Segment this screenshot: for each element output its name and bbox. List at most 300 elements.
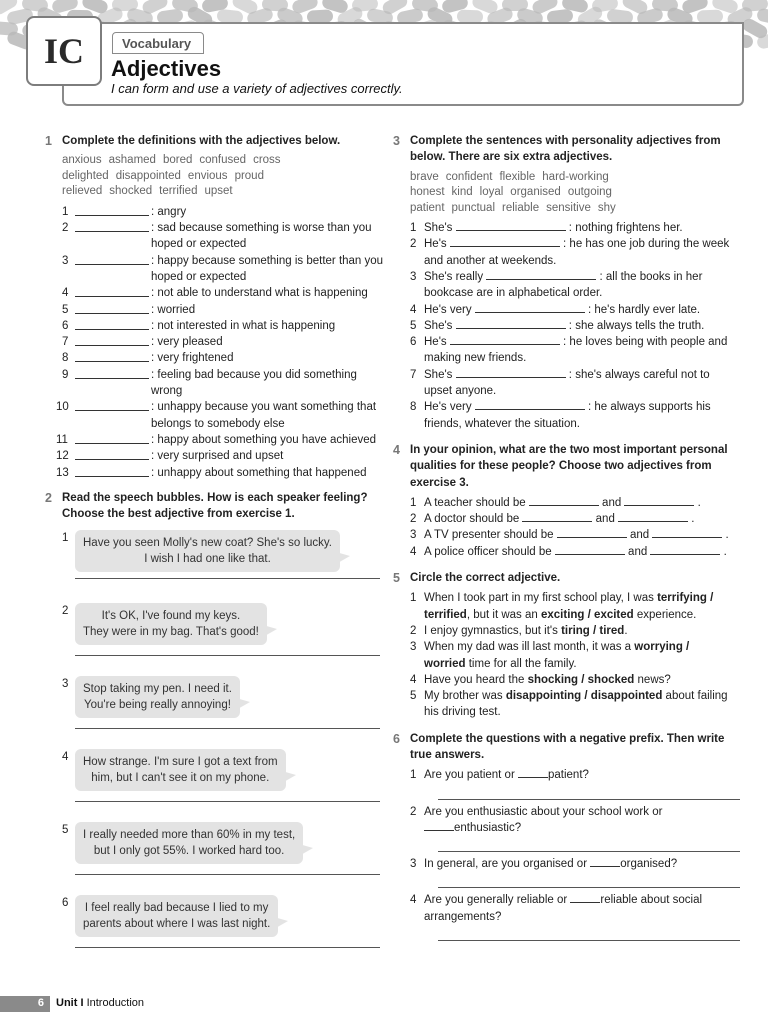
answer-blank[interactable] [75,367,149,379]
item-number: 8 [62,352,69,365]
sentence-start: She's [424,319,456,332]
sentence-start: She's [424,222,456,235]
answer-blank[interactable] [475,399,585,410]
sentence-text [424,318,733,334]
left-column [45,133,385,964]
sentence-text-part: My brother was [424,690,506,703]
adjective-choice[interactable]: terrifying [657,592,707,605]
exercise-instruction: Complete the sentences with personality adjectives from below. There are six extra adjectives. [410,135,721,164]
question-text [424,767,733,783]
question-text [424,892,733,925]
sentence-item [410,590,733,623]
word-bank-word: organised [510,186,561,199]
and-word: and [626,529,653,542]
answer-line[interactable] [438,925,740,941]
definition-item [45,204,385,220]
word-bank-word: honest [410,186,445,199]
item-number: 6 [410,336,417,349]
sentence-continuation: friends, whatever the situation. [424,417,580,430]
definition-item [45,285,385,301]
exercise-number: 1 [45,134,52,148]
answer-line[interactable] [75,874,380,875]
answer-blank[interactable] [75,285,149,297]
answer-line[interactable] [438,784,740,800]
sentence-item [410,220,733,236]
sentence-text [424,639,733,672]
answer-blank[interactable] [450,334,560,345]
speech-bubble-item [45,818,385,891]
definition-text: : very surprised and upset [151,450,284,463]
sentence-continuation: upset anyone. [424,385,497,398]
item-number: 6 [62,897,69,910]
sentence-end: : all the books in her [596,270,703,283]
answer-blank[interactable] [456,318,566,329]
sentence-text [424,236,733,269]
sentence-text-part: news? [634,673,671,686]
answer-blank[interactable] [75,302,149,314]
item-number: 4 [62,287,69,300]
item-number: 10 [56,401,69,414]
item-number: 11 [56,433,68,446]
item-number: 3 [410,641,417,654]
question-start: In general, are you organised or [424,858,591,871]
definition-item [45,448,385,464]
choice-separator: / [682,641,690,654]
word-bank-word: upset [204,185,233,198]
exercise-1 [45,133,385,481]
exercise-number: 2 [45,490,52,505]
answer-blank[interactable] [557,527,627,538]
speech-bubble [75,603,267,645]
adjective-choice[interactable]: disappointed [590,690,663,703]
choice-separator: / [584,608,595,621]
sentence-text [424,334,733,367]
adjective-choice[interactable]: tiring [561,624,590,637]
speech-bubble [75,895,278,937]
answer-blank[interactable] [456,367,566,378]
adjective-choice[interactable]: shocked [587,673,635,686]
word-bank-word: relieved [62,185,103,198]
sentence-end: . [688,513,695,526]
question-start: Are you enthusiastic about your school work or [424,805,663,818]
item-number: 12 [56,450,69,463]
exercise-number: 6 [393,731,400,746]
bubble-line: They were in my bag. That's good! [83,626,259,639]
definition-text: : feeling bad because you did something wrong [151,368,357,398]
item-number: 1 [410,222,417,235]
answer-blank[interactable] [75,350,149,362]
item-number: 3 [410,858,417,871]
definition-item [45,220,385,253]
definition-text: : happy about something you have achieved [151,433,377,446]
speech-bubble-item [45,672,385,745]
word-bank-word: envious [187,169,228,182]
question-text [424,804,733,837]
word-bank-word: confused [199,154,247,167]
question-end: enthusiastic? [454,821,522,834]
answer-blank[interactable] [75,334,149,346]
word-bank-word: anxious [62,154,102,167]
sentence-item [410,623,733,639]
prefix-blank[interactable] [424,820,454,831]
sentence-end: : she's always careful not to [565,368,710,381]
definition-text: : sad because something is worse than you hoped or expected [151,222,372,251]
prefix-blank[interactable] [590,856,620,867]
sentence-text [424,302,733,318]
answer-line[interactable] [438,872,740,888]
question-end: reliable about social [600,894,703,907]
answer-blank[interactable] [75,220,149,232]
answer-blank[interactable] [624,495,694,506]
item-number: 9 [62,368,69,381]
adjective-choice[interactable]: disappointing [505,690,582,703]
question-item [410,856,733,872]
sentence-text-part: about failing his driving test. [424,690,728,719]
item-number: 6 [62,319,69,332]
and-word: and [624,545,651,558]
answer-line[interactable] [75,578,380,579]
word-bank-word: loyal [479,186,504,199]
definition-text: : angry [151,205,187,218]
answer-line[interactable] [75,801,380,802]
definition-item [45,302,385,318]
sentence-text [424,269,733,302]
sentence-item [410,672,733,688]
bubble-line: Stop taking my pen. I need it. [83,683,232,696]
word-bank-word: shocked [109,185,153,198]
sentence-list [393,220,733,432]
sentence-start: He's [424,336,450,349]
adjective-choice[interactable]: shocking [527,673,579,686]
item-number: 1 [410,496,417,509]
choice-separator: / [706,592,714,605]
speech-bubble [75,530,340,572]
footer-label [56,997,144,1009]
answer-blank[interactable] [75,204,149,216]
item-number: 1 [62,205,69,218]
answer-blank[interactable] [75,465,149,477]
sentence-continuation: making new friends. [424,352,527,365]
definition-item [45,367,385,400]
exercise-instruction: Complete the definitions with the adjectives below. [62,135,341,147]
sentence-text [424,495,733,511]
sentence-start: He's very [424,303,475,316]
definition-text: : not interested in what is happening [151,319,336,332]
question-start: Are you patient or [424,769,518,782]
question-item [410,892,733,925]
word-bank-word: punctual [451,201,496,214]
sentence-item [410,236,733,269]
answer-blank[interactable] [450,236,560,247]
word-bank-word: outgoing [567,186,612,199]
word-bank-line [410,185,733,201]
sentence-item [410,318,733,334]
item-number: 3 [62,254,69,267]
word-bank-line [62,184,385,200]
choice-separator: / [589,624,600,637]
speech-bubble-item [45,599,385,672]
sentence-continuation: and another at weekends. [424,254,557,267]
sentence-text [424,623,733,639]
answer-blank[interactable] [456,220,566,231]
sentence-text-part: time for all the family. [465,657,577,670]
adjective-choice[interactable]: exciting [540,608,585,621]
word-bank-line [410,201,733,217]
sentence-text [424,511,733,527]
answer-blank[interactable] [650,544,720,555]
sentence-text [424,672,733,688]
answer-blank[interactable] [75,318,149,330]
definition-item [45,465,385,481]
sentence-list [393,590,733,720]
word-bank-line [62,153,385,169]
item-number: 4 [410,545,417,558]
item-number: 7 [62,336,69,349]
sentence-text [424,544,733,560]
exercise-6 [393,731,733,941]
sentence-text [424,590,733,623]
exercise-instruction: Read the speech bubbles. How is each speaker feeling? Choose the best adjective from exercise 1. [62,491,368,521]
answer-blank[interactable] [529,495,599,506]
item-number: 7 [410,368,417,381]
question-item [410,767,733,783]
answer-blank[interactable] [75,432,149,444]
sentence-list [393,495,733,560]
answer-blank[interactable] [522,511,592,522]
word-bank-word: hard-working [542,170,609,183]
item-number: 4 [410,673,417,686]
answer-line[interactable] [75,728,380,729]
page-footer [0,996,768,1014]
sentence-text [424,399,733,432]
right-column [393,133,733,947]
word-bank-word: kind [451,186,473,199]
exercise-number: 5 [393,571,400,586]
sentence-item [410,334,733,367]
bubble-line: Have you seen Molly's new coat? She's so lucky. [83,537,332,550]
question-continuation: arrangements? [424,910,502,923]
word-bank-word: brave [410,170,439,183]
sentence-text [424,220,733,236]
sentence-end: : he's hardly ever late. [584,303,701,316]
sentence-start: A teacher should be [424,496,529,509]
sentence-text-part: When my dad was ill last month, it was a [424,641,635,654]
item-number: 3 [410,529,417,542]
answer-line[interactable] [75,655,380,656]
sentence-text [424,688,733,721]
sentence-item [410,269,733,302]
sentence-item [410,639,733,672]
question-start: Are you generally reliable or [424,894,571,907]
sentence-text [424,367,733,400]
speech-bubble-item [45,526,385,599]
item-number: 2 [62,605,69,618]
page-number: 6 [0,996,50,1012]
choice-separator: / [578,673,588,686]
word-bank-word: flexible [499,170,536,183]
exercise-instruction: Complete the questions with a negative prefix. Then write true answers. [410,732,725,761]
sentence-start: She's really [424,270,487,283]
question-end: organised? [620,858,678,871]
answer-blank[interactable] [618,511,688,522]
speech-bubble-item [45,891,385,964]
item-number: 5 [410,690,417,703]
sentence-item [410,544,733,560]
sentence-start: A doctor should be [424,513,523,526]
speech-bubble-list [45,526,385,964]
item-number: 2 [410,513,417,526]
sentence-item [410,527,733,543]
definition-item [45,350,385,366]
section-tab: Vocabulary [112,32,204,54]
sentence-end: . [694,496,701,509]
bubble-line: him, but I can't see it on my phone. [91,772,270,785]
answer-blank[interactable] [475,302,585,313]
exercise-2 [45,490,385,965]
adjective-choice[interactable]: terrified [424,608,467,621]
definition-item [45,334,385,350]
exercise-instruction: Circle the correct adjective. [410,572,561,585]
sentence-item [410,511,733,527]
sentence-end: : he has one job during the week [559,238,730,251]
definition-text: : very pleased [151,336,223,349]
sentence-item [410,688,733,721]
word-bank [393,170,733,217]
sentence-start: A TV presenter should be [424,529,557,542]
sentence-end: . [722,529,729,542]
answer-blank[interactable] [555,544,625,555]
footer-section: Introduction [86,997,145,1009]
sentence-start: She's [424,368,456,381]
sentence-end: : he loves being with people and [559,336,728,349]
item-number: 1 [410,769,417,782]
question-item [410,804,733,837]
item-number: 3 [62,678,69,691]
sentence-text-part: When I took part in my first school play, I was [424,592,658,605]
sentence-end: : he always supports his [584,401,711,414]
bubble-line: How strange. I'm sure I got a text from [83,756,278,769]
answer-blank[interactable] [486,269,596,280]
sentence-text-part: . [624,624,628,637]
adjective-choice[interactable]: excited [594,608,634,621]
speech-bubble [75,822,303,864]
sentence-text-part: I enjoy gymnastics, but it's [424,624,562,637]
answer-blank[interactable] [652,527,722,538]
sentence-continuation: bookcase are in alphabetical order. [424,287,603,300]
sentence-end: . [720,545,727,558]
question-list [393,767,733,941]
item-number: 2 [410,805,417,818]
definition-item [45,432,385,448]
and-word: and [592,513,619,526]
question-text [424,856,733,872]
speech-bubble [75,749,286,791]
sentence-end: : she always tells the truth. [565,319,705,332]
adjective-choice[interactable]: worried [424,657,466,670]
item-number: 4 [410,303,417,316]
prefix-blank[interactable] [518,767,548,778]
bubble-line: I really needed more than 60% in my test, [83,829,296,842]
word-bank-word: sensitive [546,201,591,214]
bubble-line: but I only got 55%. I worked hard too. [93,845,285,858]
word-bank-word: reliable [502,201,540,214]
choice-separator: / [581,690,591,703]
word-bank-word: terrified [159,185,198,198]
word-bank-word: shy [597,201,616,214]
word-bank-line [410,170,733,186]
page-subtitle: I can form and use a variety of adjectives correctly. [111,81,403,96]
definition-text: : very frightened [151,352,234,365]
definition-item [45,399,385,432]
item-number: 5 [62,303,69,316]
bubble-line: I feel really bad because I lied to my [84,902,269,915]
exercise-3 [393,133,733,432]
exercise-5 [393,570,733,721]
word-bank-word: cross [253,154,281,167]
item-number: 1 [410,592,417,605]
sentence-text-part: Have you heard the [424,673,528,686]
exercise-number: 3 [393,134,400,148]
word-bank-word: proud [234,169,264,182]
exercise-4 [393,442,733,560]
unit-badge: IC [26,16,102,86]
word-bank-word: ashamed [108,154,156,167]
answer-line[interactable] [438,836,740,852]
sentence-item [410,495,733,511]
word-bank [45,153,385,200]
footer-unit: Unit I [56,997,84,1009]
item-number: 1 [62,532,69,545]
answer-blank[interactable] [75,448,149,460]
sentence-start: He's very [424,401,475,414]
sentence-start: A police officer should be [424,545,555,558]
item-number: 2 [410,238,417,251]
item-number: 13 [56,466,69,479]
item-number: 8 [410,401,417,414]
word-bank-word: bored [162,154,193,167]
item-number: 4 [62,751,69,764]
exercise-instruction: In your opinion, what are the two most important personal qualities for these people? Choose two adjectives from exercise 3. [410,443,728,489]
sentence-text-part: , but it was an [466,608,541,621]
word-bank-word: patient [410,201,445,214]
definition-text: : unhappy about something that happened [151,466,367,479]
adjective-choice[interactable]: tired [599,624,625,637]
definition-list [45,204,385,481]
definition-text: : unhappy because you want something that belongs to somebody else [151,401,377,430]
item-number: 2 [410,624,417,637]
and-word: and [598,496,625,509]
item-number: 3 [410,270,417,283]
word-bank-word: confident [445,170,493,183]
sentence-text-part: experience. [633,608,697,621]
definition-item [45,318,385,334]
definition-text: : not able to understand what is happening [151,287,368,300]
item-number: 5 [410,319,417,332]
answer-line[interactable] [75,947,380,948]
exercise-number: 4 [393,442,400,457]
answer-blank[interactable] [75,253,149,265]
definition-text: : worried [151,303,196,316]
adjective-choice[interactable]: worrying [634,641,683,654]
word-bank-word: disappointed [115,169,181,182]
speech-bubble [75,676,240,718]
item-number: 4 [410,894,417,907]
header-frame-top [62,22,744,24]
prefix-blank[interactable] [570,892,600,903]
bubble-line: You're being really annoying! [84,699,231,712]
word-bank-word: delighted [62,169,109,182]
answer-blank[interactable] [75,399,149,411]
